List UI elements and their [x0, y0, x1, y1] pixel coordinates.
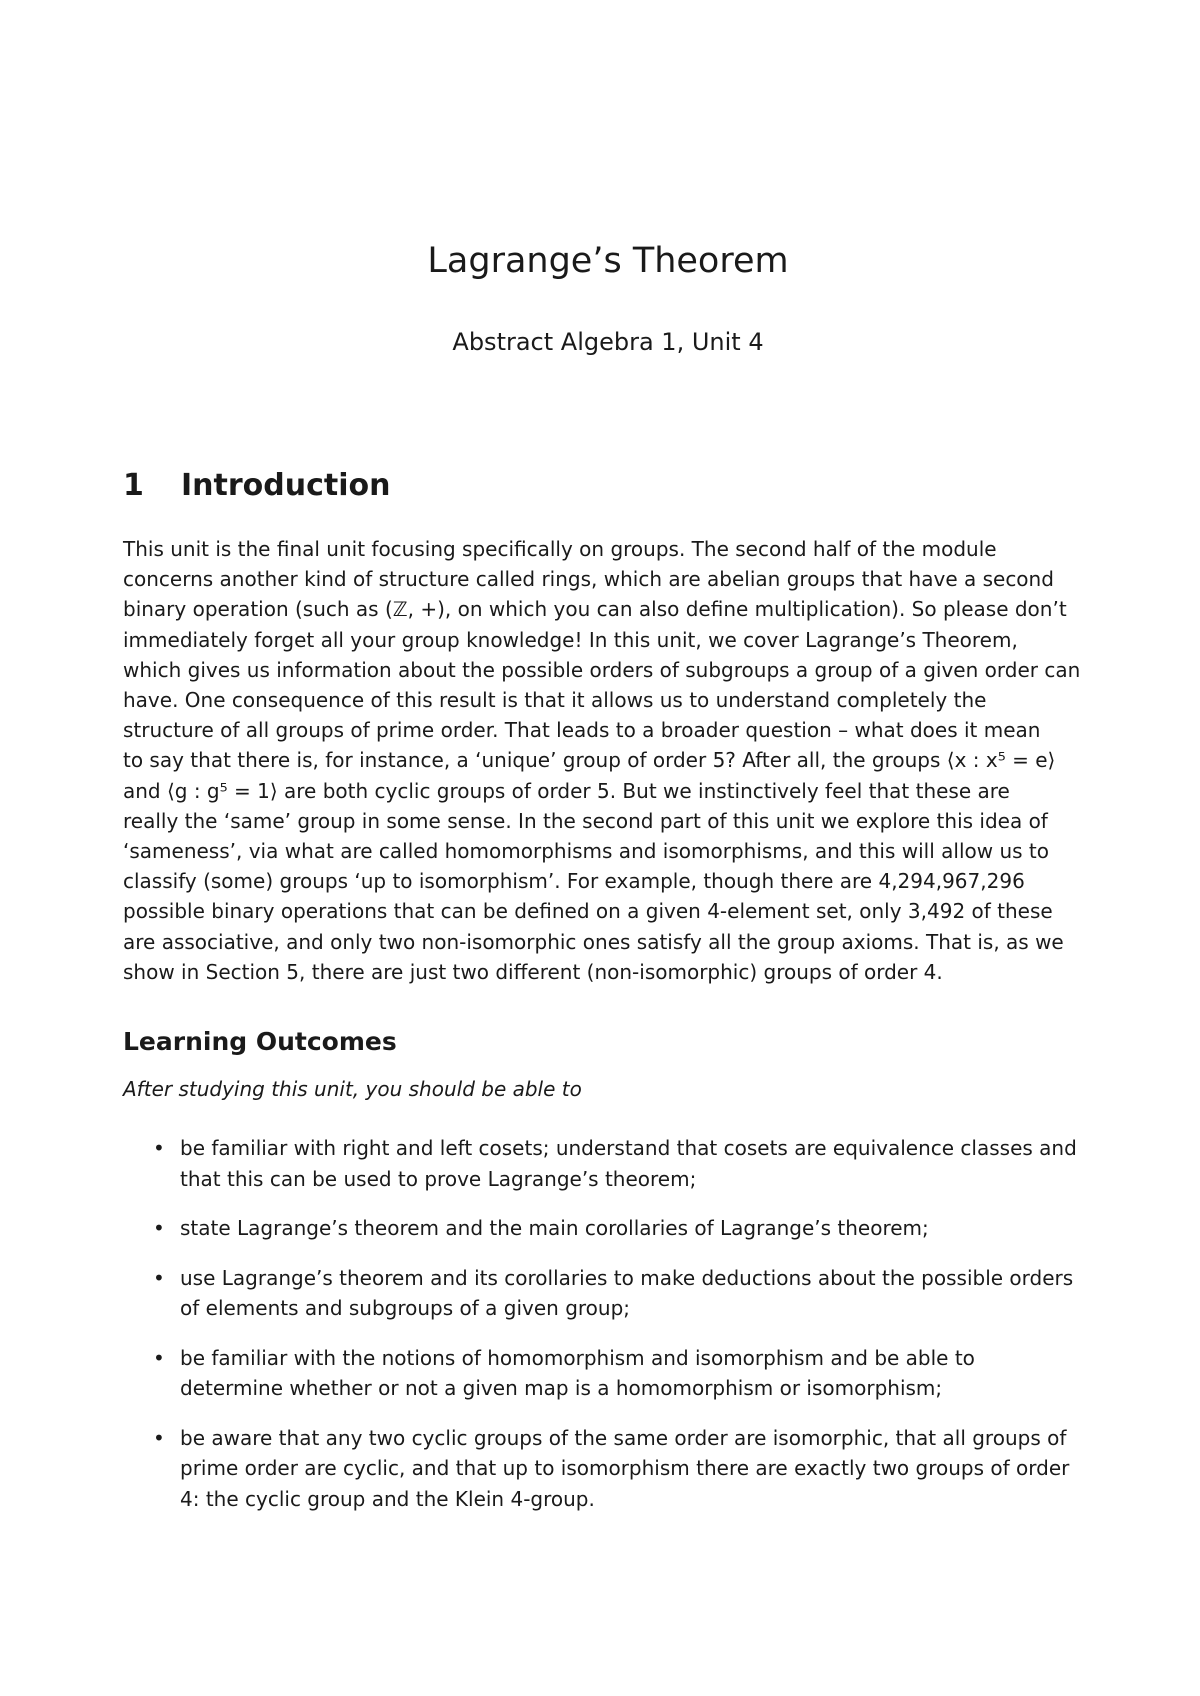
intro-line: concerns another kind of structure called rings, which are abelian groups that have a second — [123, 567, 1054, 592]
bullet-icon: • — [153, 1136, 165, 1160]
bullet-icon: • — [153, 1216, 165, 1240]
intro-line: classify (some) groups ‘up to isomorphism’. For example, though there are 4,294,967,296 — [123, 869, 1025, 894]
section-number: 1 — [123, 468, 144, 503]
intro-line: which gives us information about the possible orders of subgroups a group of a given order can — [123, 657, 1081, 682]
list-item-line: be familiar with the notions of homomorphism and isomorphism and be able to — [180, 1345, 975, 1370]
list-item — [123, 1133, 1103, 1194]
intro-line: possible binary operations that can be defined on a given 4-element set, only 3,492 of these — [123, 899, 1053, 924]
section-title: Introduction — [181, 468, 391, 503]
list-item — [123, 1213, 1103, 1244]
list-item-line: state Lagrange’s theorem and the main corollaries of Lagrange’s theorem; — [180, 1216, 929, 1240]
bullet-icon: • — [153, 1425, 165, 1450]
list-item-line: determine whether or not a given map is a homomorphism or isomorphism; — [180, 1376, 943, 1400]
intro-line: are associative, and only two non-isomorphic ones satisfy all the group axioms. That is, as we — [123, 929, 1064, 954]
intro-line: have. One consequence of this result is that it allows us to understand completely the — [123, 688, 987, 713]
intro-line: This unit is the final unit focusing specifically on groups. The second half of the module — [123, 537, 997, 561]
intro-line: and ⟨g : g⁵ = 1⟩ are both cyclic groups of order 5. But we instinctively feel that these are — [123, 778, 1010, 803]
intro-line: ‘sameness’, via what are called homomorphisms and isomorphisms, and this will allow us to — [123, 839, 1049, 864]
document-title: Lagrange’s Theorem — [427, 241, 789, 281]
bullet-icon: • — [153, 1345, 165, 1370]
intro-line: show in Section 5, there are just two different (non-isomorphic) groups of order 4. — [123, 959, 943, 984]
learning-outcomes-heading: Learning Outcomes — [123, 1027, 397, 1056]
list-item-line: prime order are cyclic, and that up to isomorphism there are exactly two groups of order — [180, 1456, 1070, 1480]
intro-line: really the ‘same’ group in some sense. In the second part of this unit we explore this idea of — [123, 808, 1048, 833]
document-subtitle: Abstract Algebra 1, Unit 4 — [452, 328, 764, 356]
learning-outcomes-list — [123, 1133, 1103, 1533]
intro-line: immediately forget all your group knowledge! In this unit, we cover Lagrange’s Theorem, — [123, 627, 1018, 652]
list-item-line: be aware that any two cyclic groups of the same order are isomorphic, that all groups of — [180, 1425, 1067, 1450]
intro-line: structure of all groups of prime order. That leads to a broader question – what does it mean — [123, 718, 1041, 743]
list-item-line: be familiar with right and left cosets; understand that cosets are equivalence classes and — [180, 1136, 1077, 1160]
list-item — [123, 1423, 1103, 1515]
learning-outcomes-lead: After studying this unit, you should be able to — [123, 1077, 582, 1101]
list-item-line: use Lagrange’s theorem and its corollaries to make deductions about the possible orders — [180, 1265, 1074, 1290]
section-heading — [123, 468, 390, 504]
list-item-line: of elements and subgroups of a given group; — [180, 1296, 631, 1320]
bullet-icon: • — [153, 1265, 165, 1290]
list-item — [123, 1263, 1103, 1324]
intro-paragraph — [123, 534, 1103, 987]
intro-line: to say that there is, for instance, a ‘unique’ group of order 5? After all, the groups ⟨x : x⁵ = e⟩ — [123, 748, 1056, 773]
intro-line: binary operation (such as (ℤ, +), on which you can also define multiplication). So please don’t — [123, 597, 1067, 622]
list-item-line: 4: the cyclic group and the Klein 4-group. — [180, 1486, 595, 1511]
list-item — [123, 1343, 1103, 1404]
list-item-line: that this can be used to prove Lagrange’s theorem; — [180, 1166, 697, 1191]
